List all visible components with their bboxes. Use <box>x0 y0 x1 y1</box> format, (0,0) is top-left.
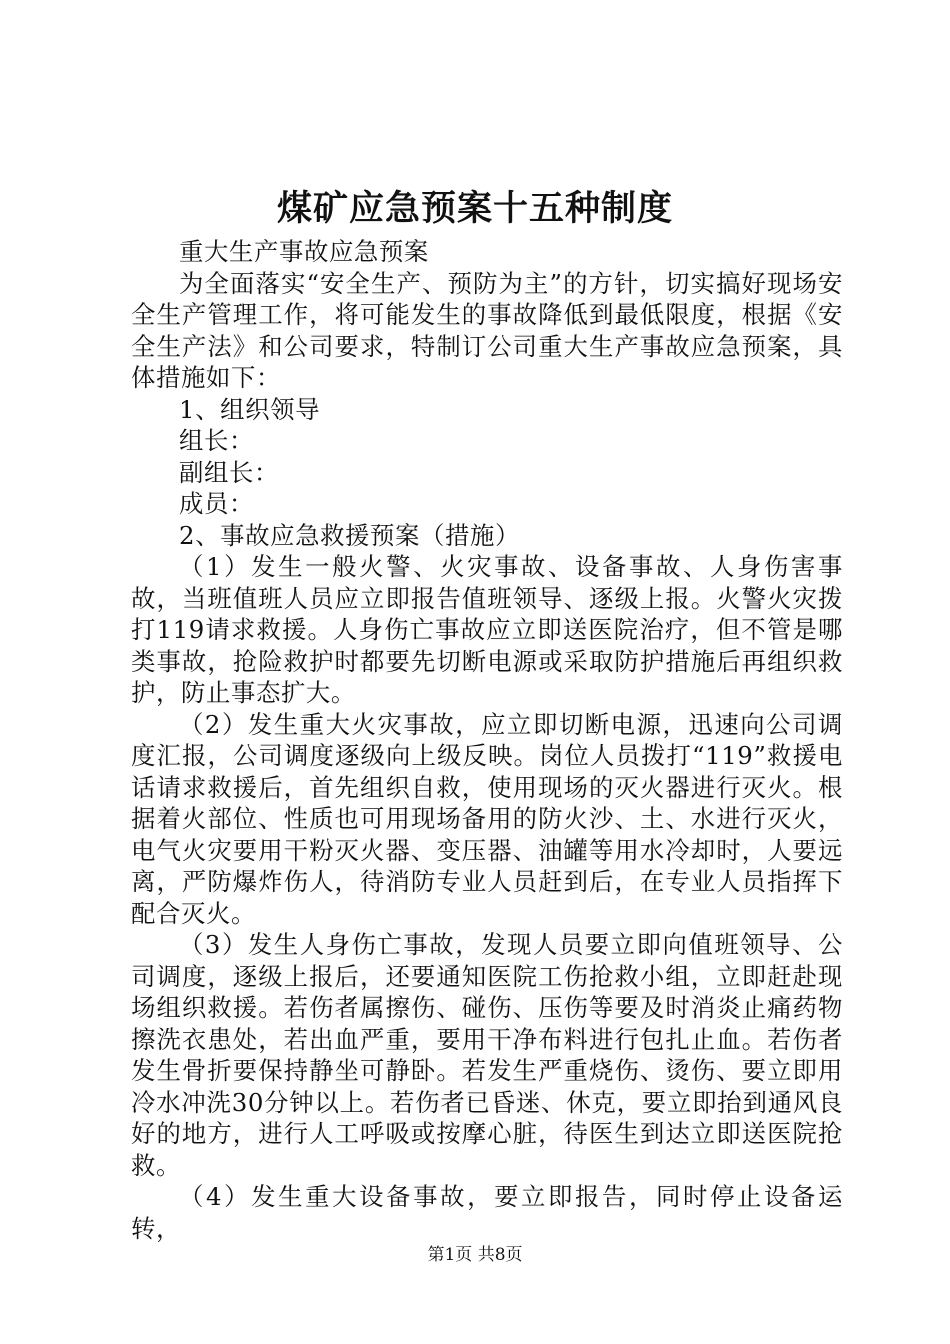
leader-line: 组长： <box>179 426 254 455</box>
section-heading: 重大生产事故应急预案 <box>179 237 429 266</box>
measure-paragraph-2: （2）发生重大火灾事故，应立即切断电源，迅速向公司调度汇报，公司调度逐级向上级反映。岗位人员拨打“119”救援电话请求救援后，首先组织自救，使用现场的灭火器进行灭火。根据着火部位、性质也可用现场备用的防火沙、土、水进行灭火，电气火灾要用干粉灭火器、变压器、油罐等用水冷却时，人要远离，严防爆炸伤人，待消防专业人员赶到后，在专业人员指挥下配合灭火。 <box>131 709 843 928</box>
members-line: 成员： <box>179 489 254 518</box>
measure-paragraph-3: （3）发生人身伤亡事故，发现人员要立即向值班领导、公司调度，逐级上报后，还要通知医院工伤抢救小组，立即赶赴现场组织救援。若伤者属擦伤、碰伤、压伤等要及时消炎止痛药物擦洗衣患处，若出血严重，要用干净布料进行包扎止血。若伤者发生骨折要保持静坐可静卧。若发生严重烧伤、烫伤、要立即用冷水冲洗30分钟以上。若伤者已昏迷、休克，要立即抬到通风良好的地方，进行人工呼吸或按摩心脏，待医生到达立即送医院抢救。 <box>131 930 843 1180</box>
section-heading-measures: 2、事故应急救援预案（措施） <box>179 520 520 550</box>
section-heading-organization: 1、组织领导 <box>179 394 321 424</box>
document-title: 煤矿应急预案十五种制度 <box>276 188 673 229</box>
intro-paragraph: 为全面落实“安全生产、预防为主”的方针，切实搞好现场安全生产管理工作，将可能发生的事故降低到最低限度，根据《安全生产法》和公司要求，特制订公司重大生产事故应急预案，具体措施如下： <box>131 268 843 392</box>
measure-paragraph-4: （4）发生重大设备事故，要立即报告，同时停止设备运转， <box>131 1182 843 1243</box>
deputy-leader-line: 副组长： <box>179 457 279 487</box>
page-footer: 第1页 共8页 <box>427 1245 523 1265</box>
measure-paragraph-1: （1）发生一般火警、火灾事故、设备事故、人身伤害事故，当班值班人员应立即报告值班领导、逐级上报。火警火灾拨打119请求救援。人身伤亡事故应立即送医院治疗，但不管是哪类事故，抢险救护时都要先切断电源或采取防护措施后再组织救护，防止事态扩大。 <box>131 552 843 707</box>
document-body <box>131 236 843 1244</box>
